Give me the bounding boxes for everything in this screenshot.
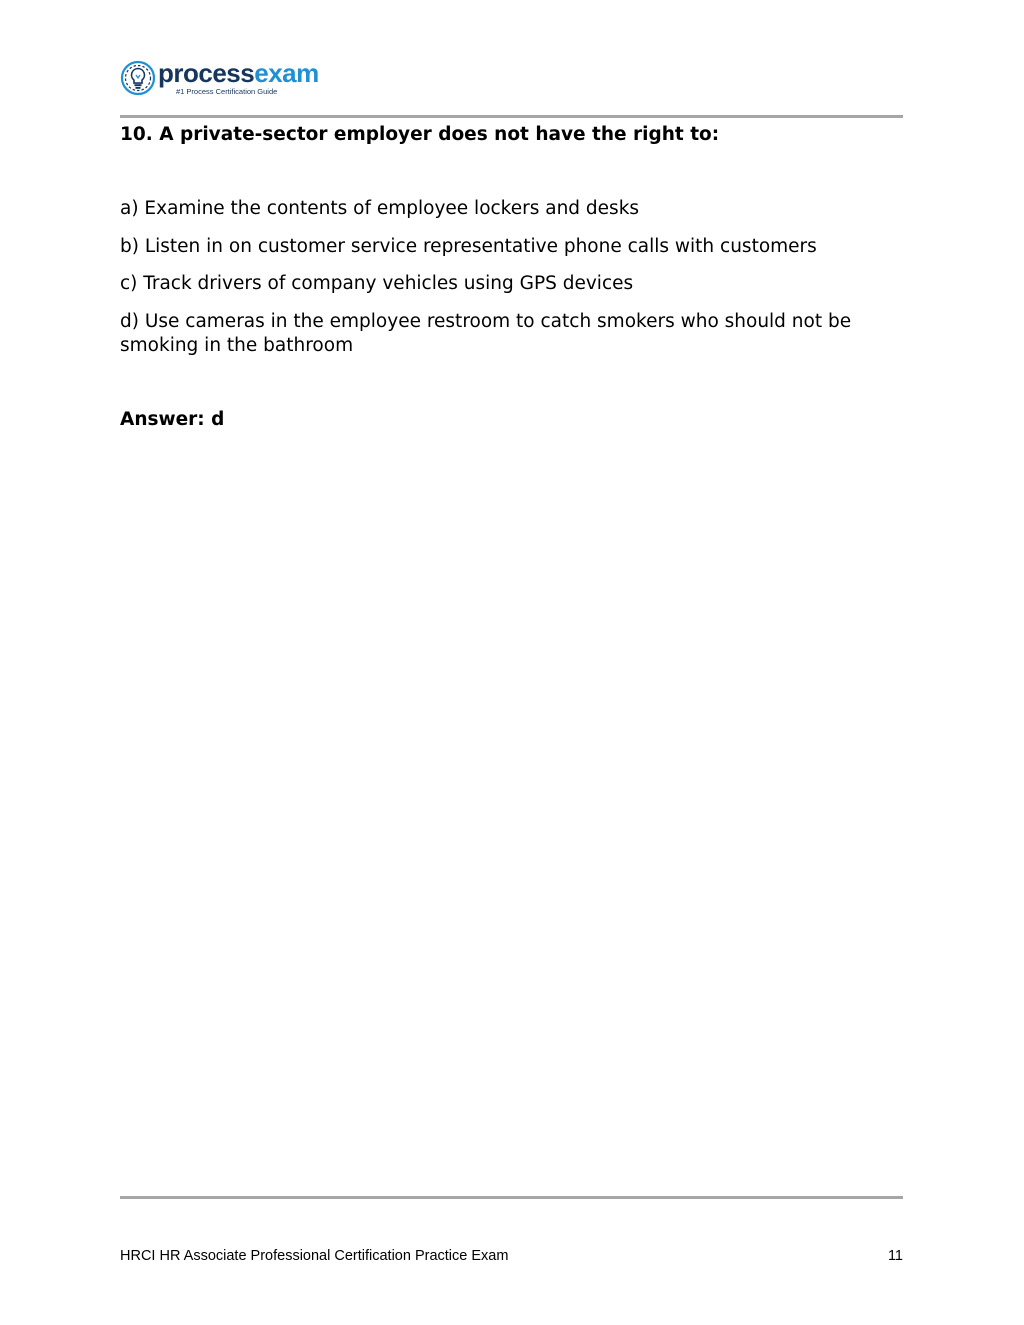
processexam-logo	[120, 58, 320, 100]
option-d: d) Use cameras in the employee restroom to catch smokers who should not be smoking in the bathroom	[120, 310, 852, 356]
footer-title: HRCI HR Associate Professional Certification Practice Exam	[120, 1248, 509, 1264]
header-divider	[120, 115, 903, 118]
question-text: 10. A private-sector employer does not have the right to:	[120, 124, 720, 145]
logo-word-primary: process	[158, 58, 255, 88]
option-a: a) Examine the contents of employee lockers and desks	[120, 198, 640, 219]
logo-wordmark	[158, 59, 319, 87]
option-c: c) Track drivers of company vehicles using GPS devices	[120, 273, 634, 294]
answer-options	[120, 197, 903, 372]
lightbulb-gear-icon	[120, 60, 156, 96]
option-b: b) Listen in on customer service representative phone calls with customers	[120, 235, 817, 257]
answer-text: Answer: d	[120, 409, 225, 430]
footer-divider	[120, 1196, 903, 1199]
page-number: 11	[887, 1248, 903, 1264]
logo-tagline: #1 Process Certification Guide	[176, 87, 278, 96]
logo-word-accent: exam	[254, 58, 319, 88]
